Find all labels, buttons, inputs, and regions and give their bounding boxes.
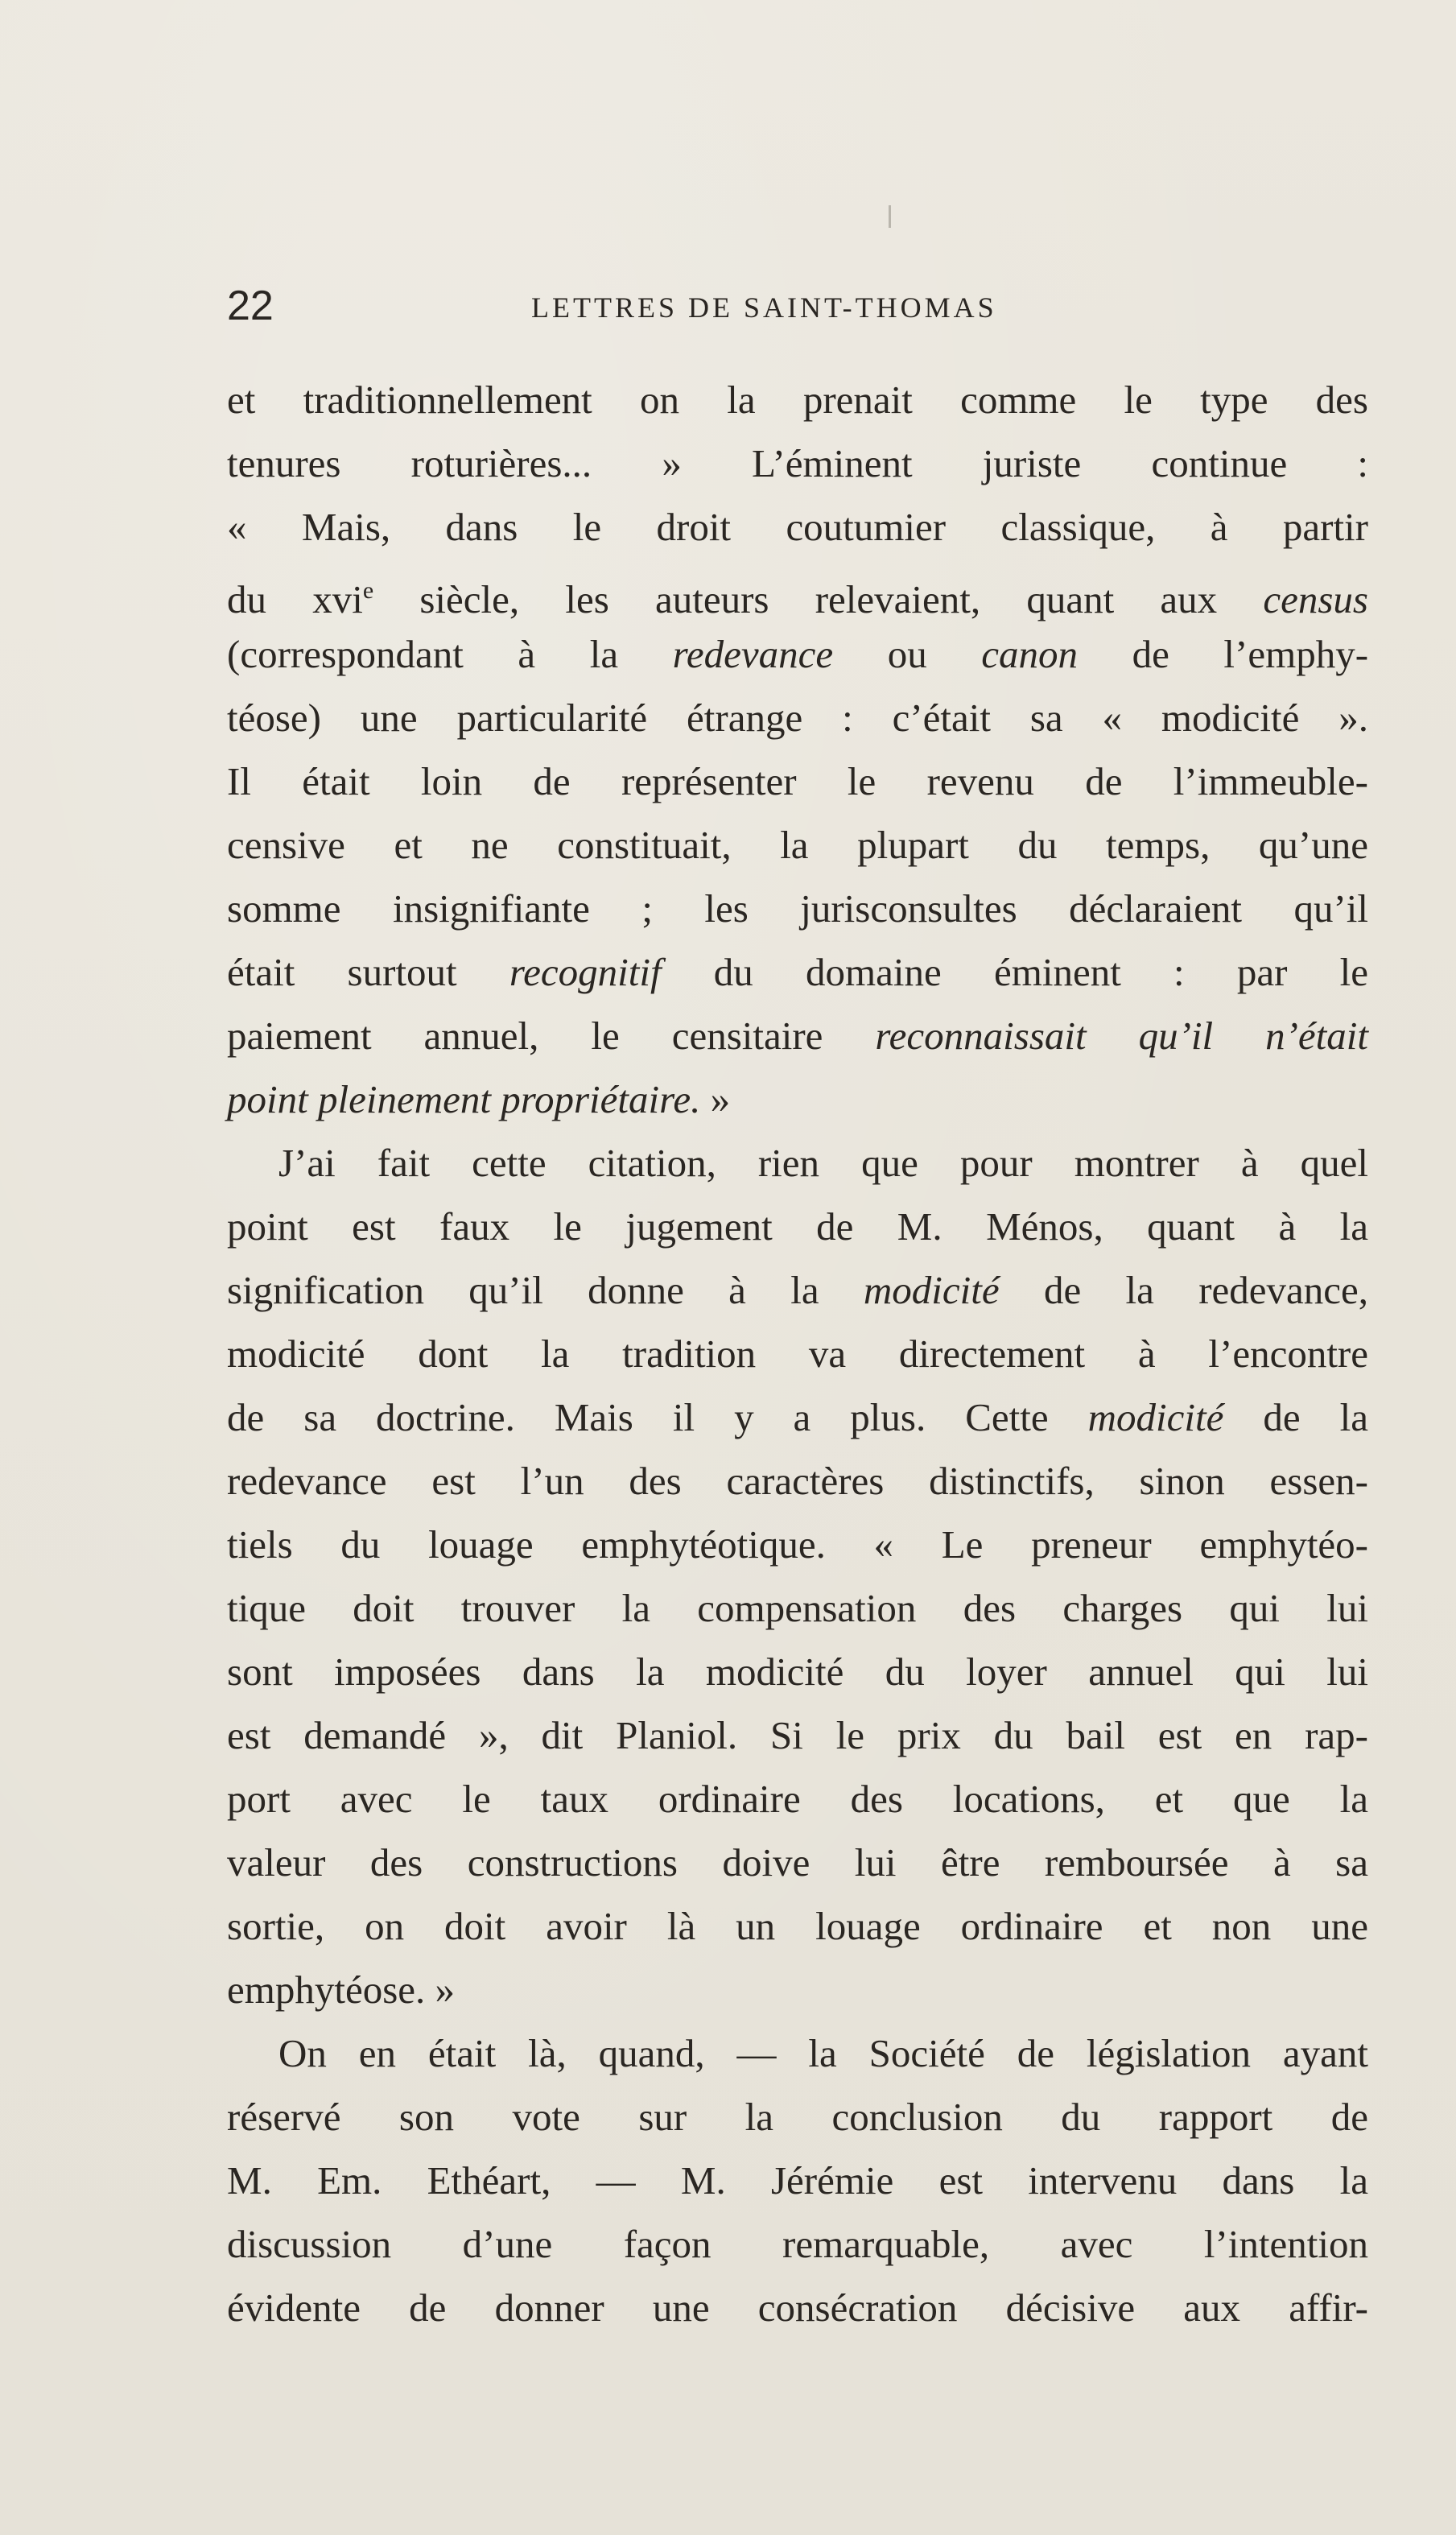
text-line: point est faux le jugement de M. Ménos, quant à la [227,1204,1368,1249]
text-fragment: de l’emphy- [1078,632,1369,676]
text-fragment [1087,1014,1139,1058]
text-fragment: de la [1223,1395,1368,1439]
text-line [227,1009,1368,1073]
italic-word: modicité [863,1268,1000,1312]
text-fragment: de sa doctrine. Mais il y a plus. Cette [227,1395,1088,1439]
italic-word: recognitif [509,950,662,994]
italic-word: point pleinement propriétaire. [227,1077,701,1121]
running-head: LETTRES DE SAINT-THOMAS [531,291,997,324]
text-line: Il était loin de représenter le revenu de l’immeuble- [227,759,1368,803]
italic-word: canon [981,632,1079,676]
text-line: port avec le taux ordinaire des locations, et que la [227,1777,1368,1821]
text-fragment: paiement annuel, le censitaire [227,1014,876,1058]
italic-word: modicité [1087,1395,1224,1439]
page-number: 22 [227,283,274,329]
text-line [227,1264,1368,1327]
body-text [227,374,1368,2345]
text-fragment: de la redevance, [999,1268,1369,1312]
text-line: On en était là, quand, — la Société de législation ayant [278,2031,1368,2075]
text-line: évidente de donner une consécration décisive aux affir- [227,2285,1368,2330]
text-line: réservé son vote sur la conclusion du rapport de [227,2095,1368,2139]
text-fragment: » [700,1077,731,1121]
text-line: téose) une particularité étrange : c’était sa « modicité ». [227,696,1368,740]
text-line: discussion d’une façon remarquable, avec l’intention [227,2222,1368,2266]
italic-word: redevance [672,632,834,676]
text-line [227,564,1368,628]
text-line: emphytéose. » [227,1967,456,2012]
page-header [227,278,1064,334]
text-line: valeur des constructions doive lui être remboursée à sa [227,1840,1368,1885]
text-fragment: ou [833,632,982,676]
text-fragment: était surtout [227,950,509,994]
text-line: sortie, on doit avoir là un louage ordinaire et non une [227,1904,1368,1948]
text-fragment: (correspondant à la [227,632,673,676]
paper-crease [889,205,891,228]
text-line: M. Em. Ethéart, — M. Jérémie est intervenu dans la [227,2158,1368,2203]
text-line [227,946,1368,1009]
text-line: « Mais, dans le droit coutumier classique, à partir [227,505,1368,549]
text-line: J’ai fait cette citation, rien que pour montrer à quel [278,1141,1368,1185]
superscript: e [362,577,374,604]
text-line [227,628,1368,692]
text-line: tenures roturières... » L’éminent juriste continue : [227,441,1368,485]
text-fragment: du domaine éminent : par le [661,950,1368,994]
text-fragment: signification qu’il donne à la [227,1268,864,1312]
text-fragment: siècle, les auteurs relevaient, quant aux [373,577,1264,621]
italic-word: reconnaissait [875,1014,1087,1058]
text-line: tique doit trouver la compensation des charges qui lui [227,1586,1368,1630]
text-line: et traditionnellement on la prenait comme le type des [227,378,1368,422]
text-line: tiels du louage emphytéotique. « Le preneur emphytéo- [227,1522,1368,1567]
italic-word: census [1263,577,1368,621]
text-line: redevance est l’un des caractères distinctifs, sinon essen- [227,1459,1368,1503]
text-line: sont imposées dans la modicité du loyer annuel qui lui [227,1649,1368,1694]
text-line: est demandé », dit Planiol. Si le prix du bail est en rap- [227,1713,1368,1757]
text-line: modicité dont la tradition va directement à l’encontre [227,1331,1368,1376]
text-line [227,1073,1368,1137]
text-line: somme insignifiante ; les jurisconsultes déclaraient qu’il [227,886,1368,931]
text-line [227,1391,1368,1455]
text-line: censive et ne constituait, la plupart du temps, qu’une [227,823,1368,867]
text-fragment: du xvi [227,577,363,621]
italic-word: qu’il n’était [1138,1014,1369,1058]
